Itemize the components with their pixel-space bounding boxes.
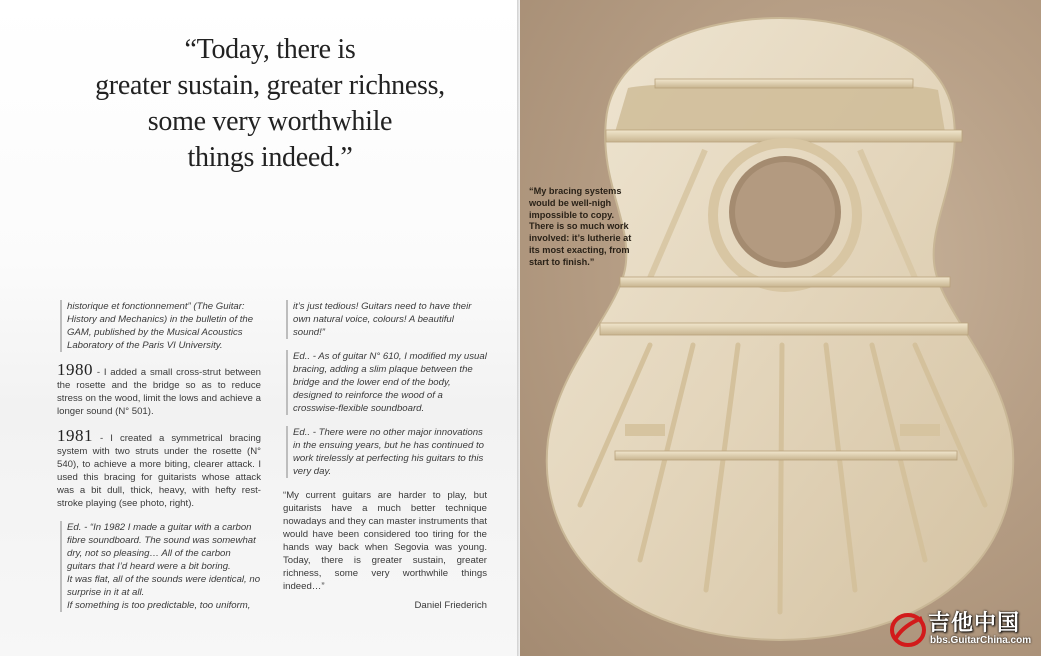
quote-line: greater sustain, greater richness,: [95, 70, 445, 101]
ed-note-line: It was flat, all of the sounds were identical, no surprise in it at all.: [67, 574, 261, 598]
intro-paragraph: historique et fonctionnement” (The Guitar: History and Mechanics) in the bulletin of the GAM, published by the Musical Acoustics Laboratory of the Paris VI University.: [60, 300, 261, 352]
soundboard-photo: [520, 0, 1041, 656]
quote-line: things indeed.”: [187, 142, 353, 173]
entry-text: - I added a small cross-strut between the rosette and the bridge so as to reduce stress on the wood, limit the lows and achieve a longer sound (N° 501).: [57, 367, 261, 417]
watermark-title: 吉他中国: [928, 610, 1021, 635]
upper-bout-plate: [615, 82, 945, 132]
bridge-plate: [615, 451, 957, 460]
top-strut: [655, 79, 913, 88]
entry-text: - I created a symmetrical bracing system with two struts under the rosette (N° 540), to achieve a more biting, clearer attack. I used this bracing for guitarists whose attack was a bit dull, thick, heavy, with hefty rest-stroke playing (see photo, right).: [57, 433, 261, 509]
signature: Daniel Friederich: [414, 600, 487, 611]
site-watermark: [888, 604, 1038, 652]
lower-transverse-bar: [600, 323, 968, 335]
bridge-block-left: [625, 424, 665, 436]
quote-line: some very worthwhile: [147, 106, 393, 137]
entry-1980: [57, 360, 261, 418]
bridge-block-right: [900, 424, 940, 436]
middle-transverse-bar: [620, 277, 950, 287]
right-text-column: [283, 300, 487, 612]
entry-1981: [57, 426, 261, 510]
ed-note-carbon: [60, 521, 261, 612]
quote-line: “Today, there is: [184, 34, 356, 65]
current-guitars-quote: “My current guitars are harder to play, but guitarists have a much better technique nowadays and they can master instruments that would have been considered too tiring for the hands way back when Segovia was young. Today, there is greater sustain, greater richness, some very worthwhile things indeed…”: [283, 490, 487, 592]
ed-note-line: Ed. - “In 1982 I made a guitar with a carbon fibre soundboard. The sound was somewhat dry, not so pleasing… All of the carbon guitars that I’d heard were a bit boring.: [67, 522, 256, 572]
ed-note-innovations: Ed.. - There were no other major innovations in the ensuing years, but he has continued to work tirelessly at perfecting his guitars to this very day.: [286, 426, 487, 478]
watermark-url: bbs.GuitarChina.com: [930, 635, 1032, 646]
guitarchina-logo-icon: [888, 608, 928, 648]
soundhole-inner: [735, 162, 835, 262]
ed-note-line: If something is too predictable, too uniform,: [67, 600, 251, 611]
year-label: 1981: [57, 426, 93, 445]
pull-quote: “My bracing systems would be well-nigh impossible to copy. There is so much work involved: it’s lutherie at its most exacting, from start to finish.”: [529, 186, 632, 267]
year-label: 1980: [57, 360, 93, 379]
left-text-column: [57, 300, 261, 612]
ed-note-610: Ed.. - As of guitar N° 610, I modified my usual bracing, adding a slim plaque between the bridge and the lower end of the body, designed to reinforce the wood of a crosswise-flexible soundboard.: [286, 350, 487, 415]
quote-continuation: it’s just tedious! Guitars need to have their own natural voice, colours! A beautiful sound!”: [286, 300, 487, 339]
headline-quote: [60, 32, 480, 176]
guitar-soundboard-illustration: [520, 0, 1041, 656]
